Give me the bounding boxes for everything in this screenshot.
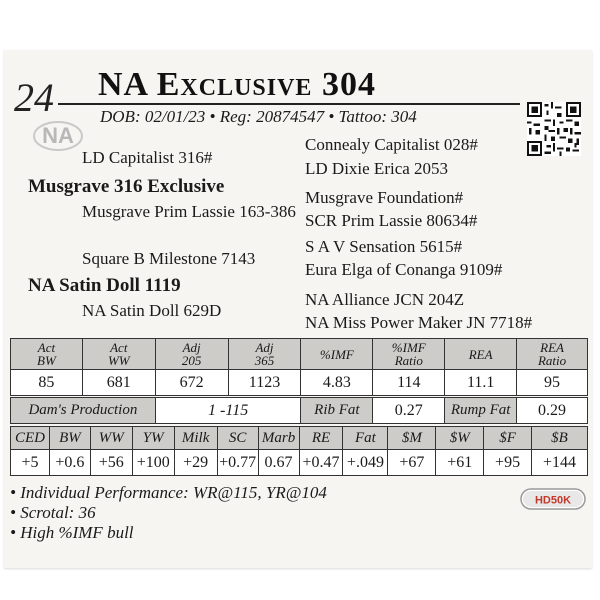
dams-production-value: 1 -115 xyxy=(155,398,301,424)
title-underline xyxy=(58,103,520,105)
epd-value-bw: +0.6 xyxy=(49,450,90,476)
sire-sire: LD Capitalist 316# xyxy=(82,148,213,167)
sire: Musgrave 316 Exclusive xyxy=(28,176,225,197)
epd-header-marb: Marb xyxy=(258,427,299,450)
epd-header-b: $B xyxy=(532,427,588,450)
note-item: • Scrotal: 36 xyxy=(10,503,96,522)
badge-text: HD50K xyxy=(534,494,572,507)
dam-sire: Square B Milestone 7143 xyxy=(82,249,256,268)
sire-sire-dam: LD Dixie Erica 2053 xyxy=(305,159,449,178)
epd-value-fat: +.049 xyxy=(343,450,388,476)
epd-header-w: $W xyxy=(436,427,484,450)
lot-number: 24 xyxy=(14,75,54,120)
dam-sire-dam: Eura Elga of Conanga 9109# xyxy=(305,260,503,279)
perf-value-adj-365: 1123 xyxy=(228,370,301,396)
dams-production-label: Dam's Production xyxy=(11,398,156,424)
perf-header-imf-ratio: %IMF Ratio xyxy=(373,339,445,370)
epd-header-fat: Fat xyxy=(343,427,388,450)
epd-header-sc: SC xyxy=(217,427,258,450)
perf-value-imf-ratio: 114 xyxy=(373,370,445,396)
dam-sire-sire: S A V Sensation 5615# xyxy=(305,237,463,256)
perf-value-rea-ratio: 95 xyxy=(517,370,588,396)
dam-dam-dam: NA Miss Power Maker JN 7718# xyxy=(305,313,533,332)
perf-header-adj-365: Adj 365 xyxy=(228,339,301,370)
note-item: • High %IMF bull xyxy=(10,523,134,542)
epd-header-yw: YW xyxy=(132,427,174,450)
dams-production-table xyxy=(10,397,588,424)
perf-header-adj-205: Adj 205 xyxy=(155,339,228,370)
epd-header-milk: Milk xyxy=(174,427,217,450)
perf-value-act-bw: 85 xyxy=(11,370,83,396)
dam-dam-sire: NA Alliance JCN 204Z xyxy=(305,290,465,309)
perf-value-imf: 4.83 xyxy=(301,370,373,396)
perf-header-rea-ratio: REA Ratio xyxy=(517,339,588,370)
logo-text: NA xyxy=(42,123,74,148)
epd-value-f: +95 xyxy=(484,450,532,476)
epd-header-ced: CED xyxy=(11,427,50,450)
epd-header-ww: WW xyxy=(90,427,132,450)
perf-header-imf: %IMF xyxy=(301,339,373,370)
epd-table xyxy=(10,426,588,476)
note-item: • Individual Performance: WR@115, YR@104 xyxy=(10,483,327,502)
qr-code-icon[interactable] xyxy=(527,102,581,156)
perf-header-rea: REA xyxy=(445,339,517,370)
perf-header-act-ww: Act WW xyxy=(82,339,155,370)
perf-value-adj-205: 672 xyxy=(155,370,228,396)
rib-fat-value: 0.27 xyxy=(373,398,445,424)
dam-dam: NA Satin Doll 629D xyxy=(82,301,222,320)
epd-value-ww: +56 xyxy=(90,450,132,476)
rib-fat-label: Rib Fat xyxy=(301,398,373,424)
info-line: DOB: 02/01/23 • Reg: 20874547 • Tattoo: 304 xyxy=(100,107,417,126)
perf-header-act-bw: Act BW xyxy=(11,339,83,370)
rump-fat-value: 0.29 xyxy=(517,398,588,424)
epd-value-sc: +0.77 xyxy=(217,450,258,476)
notes-list xyxy=(10,483,327,543)
rump-fat-label: Rump Fat xyxy=(445,398,517,424)
na-ranch-logo xyxy=(32,120,84,152)
perf-value-act-ww: 681 xyxy=(82,370,155,396)
epd-value-m: +67 xyxy=(388,450,436,476)
epd-value-b: +144 xyxy=(532,450,588,476)
sire-dam: Musgrave Prim Lassie 163-386 xyxy=(82,202,296,221)
epd-value-w: +61 xyxy=(436,450,484,476)
epd-value-ced: +5 xyxy=(11,450,50,476)
epd-value-marb: 0.67 xyxy=(258,450,299,476)
animal-name: NA Exclusive 304 xyxy=(98,66,376,103)
epd-header-bw: BW xyxy=(49,427,90,450)
sire-dam-sire: Musgrave Foundation# xyxy=(305,188,464,207)
perf-value-rea: 11.1 xyxy=(445,370,517,396)
sire-sire-sire: Connealy Capitalist 028# xyxy=(305,135,478,154)
sire-dam-dam: SCR Prim Lassie 80634# xyxy=(305,211,478,230)
epd-value-milk: +29 xyxy=(174,450,217,476)
epd-header-m: $M xyxy=(388,427,436,450)
epd-value-yw: +100 xyxy=(132,450,174,476)
dam: NA Satin Doll 1119 xyxy=(28,275,181,296)
performance-table xyxy=(10,338,588,396)
epd-header-f: $F xyxy=(484,427,532,450)
epd-header-re: RE xyxy=(299,427,343,450)
hd50k-badge xyxy=(520,488,586,510)
epd-value-re: +0.47 xyxy=(299,450,343,476)
